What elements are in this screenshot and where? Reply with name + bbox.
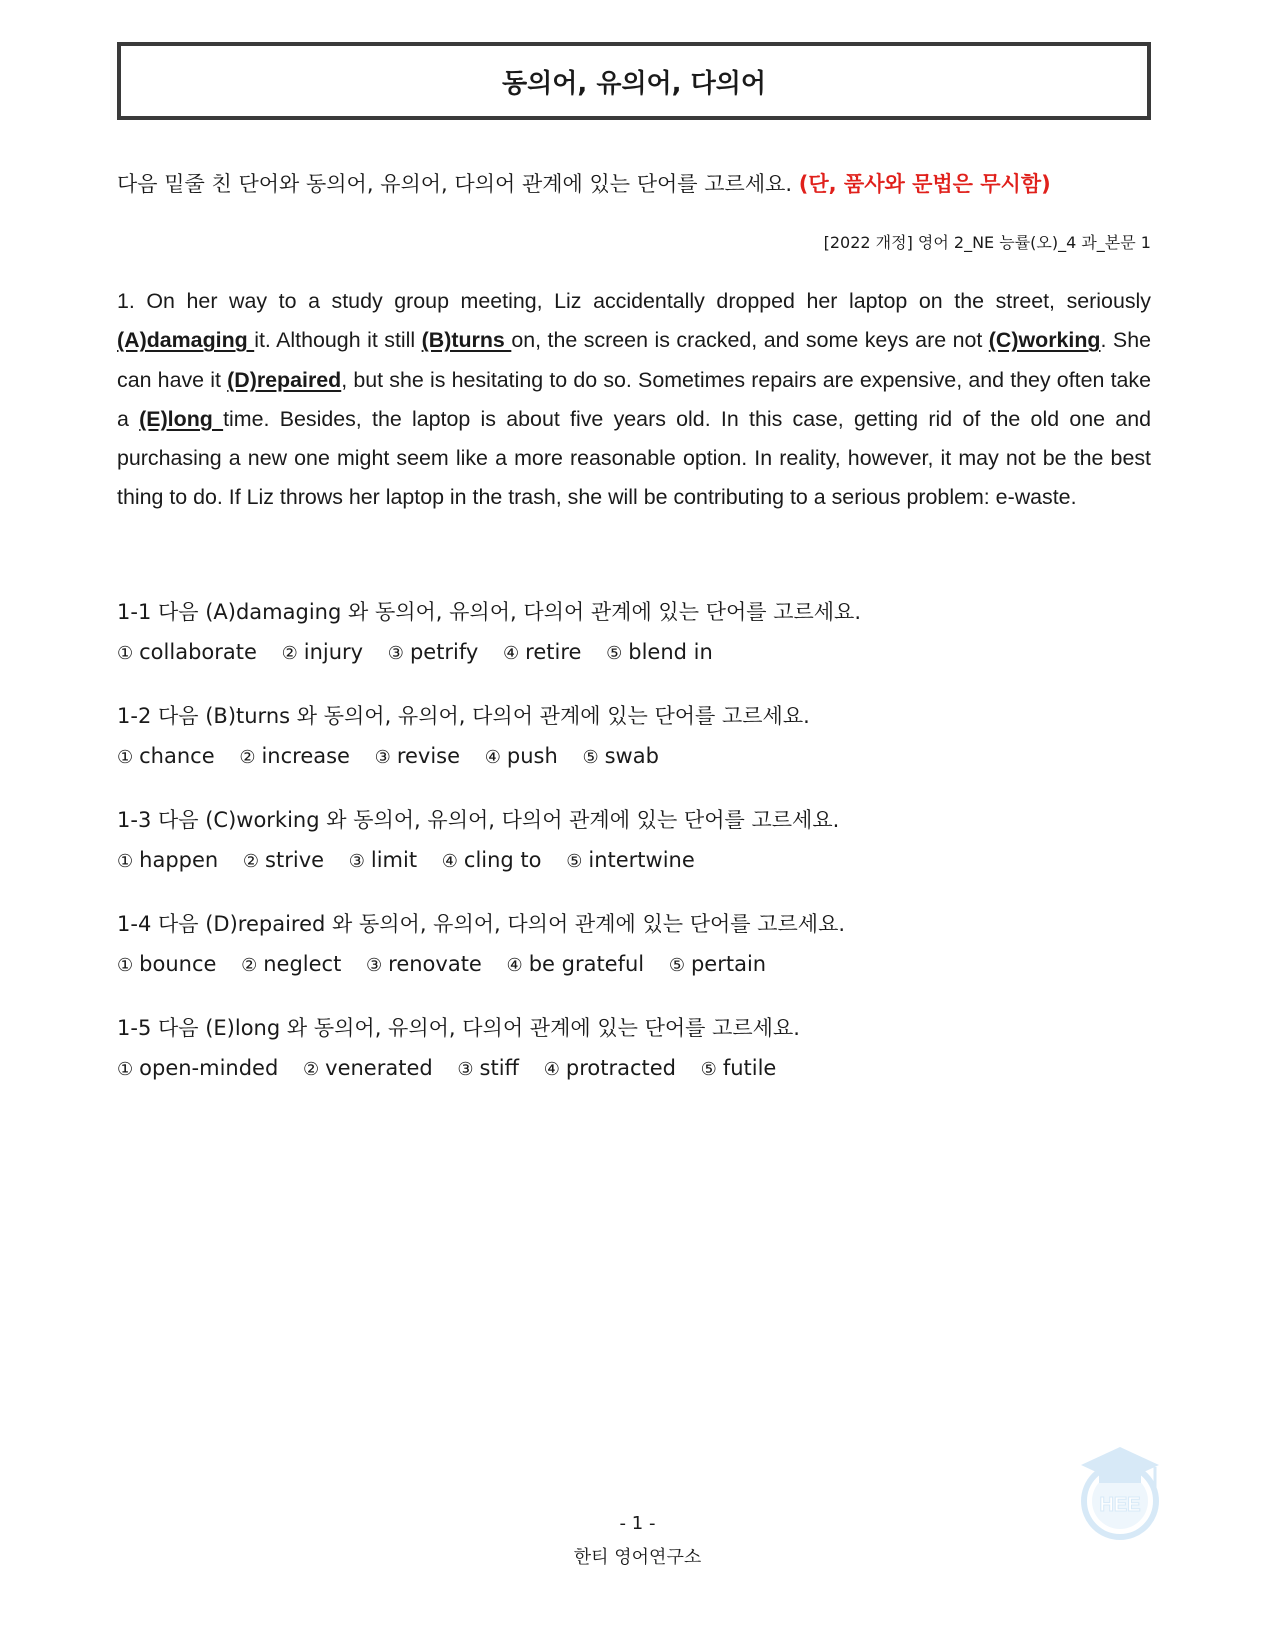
option-4[interactable]: ④ protracted	[543, 1056, 676, 1080]
underlined-word-b: (B)turns	[421, 328, 512, 353]
option-2[interactable]: ② strive	[242, 848, 325, 872]
option-4[interactable]: ④ cling to	[441, 848, 542, 872]
options-1-4	[117, 952, 784, 976]
instruction-note: (단, 품사와 문법은 무시함)	[798, 172, 1051, 196]
underlined-word-e: (E)long	[139, 406, 224, 431]
option-5[interactable]: ⑤ swab	[582, 744, 659, 768]
option-2[interactable]: ② increase	[239, 744, 350, 768]
question-1-5: 1-5 다음 (E)long 와 동의어, 유의어, 다의어 관계에 있는 단어를 고르세요.	[117, 1016, 800, 1040]
option-1[interactable]: ① open-minded	[117, 1056, 279, 1080]
passage-text: on, the screen is cracked, and some keys are not	[511, 328, 989, 353]
option-5[interactable]: ⑤ blend in	[606, 640, 713, 664]
logo-text: HEE	[1099, 1494, 1141, 1516]
option-1[interactable]: ① collaborate	[117, 640, 257, 664]
option-3[interactable]: ③ renovate	[366, 952, 482, 976]
underlined-word-d: (D)repaired	[227, 367, 342, 392]
footer-text: 한티 영어연구소	[573, 1547, 702, 1568]
option-1[interactable]: ① bounce	[117, 952, 217, 976]
options-1-2	[117, 744, 677, 768]
instruction-text: 다음 밑줄 친 단어와 동의어, 유의어, 다의어 관계에 있는 단어를 고르세요.	[117, 172, 799, 196]
option-2[interactable]: ② injury	[281, 640, 364, 664]
passage-text: it. Although it still	[254, 328, 422, 353]
option-3[interactable]: ③ stiff	[457, 1056, 520, 1080]
option-1[interactable]: ① chance	[117, 744, 215, 768]
underlined-word-a: (A)damaging	[117, 328, 255, 353]
question-1-1: 1-1 다음 (A)damaging 와 동의어, 유의어, 다의어 관계에 있는 단어를 고르세요.	[117, 600, 862, 624]
option-3[interactable]: ③ limit	[348, 848, 418, 872]
option-4[interactable]: ④ retire	[503, 640, 582, 664]
option-1[interactable]: ① happen	[117, 848, 219, 872]
reading-passage	[117, 282, 1151, 518]
title-text: 동의어, 유의어, 다의어	[502, 68, 766, 99]
options-1-3	[117, 848, 713, 872]
option-3[interactable]: ③ revise	[374, 744, 461, 768]
question-1-3: 1-3 다음 (C)working 와 동의어, 유의어, 다의어 관계에 있는 단어를 고르세요.	[117, 808, 840, 832]
option-4[interactable]: ④ push	[484, 744, 558, 768]
passage-text: time. Besides, the laptop is about five years old. In this case, getting rid of the old one and purchasing a new one might seem like a more reasonable option. In reality, however, it may not be the best thing to do. If Liz throws her laptop in the trash, she will be contributing to a serious problem: e-waste.	[117, 406, 1151, 510]
underlined-word-c: (C)working	[988, 328, 1101, 353]
page-title	[117, 42, 1151, 120]
page-number: - 1 -	[619, 1513, 656, 1534]
option-5[interactable]: ⑤ futile	[700, 1056, 777, 1080]
passage-text: 1. On her way to a study group meeting, Liz accidentally dropped her laptop on the street, seriously	[117, 289, 1151, 313]
option-5[interactable]: ⑤ intertwine	[566, 848, 695, 872]
question-1-2: 1-2 다음 (B)turns 와 동의어, 유의어, 다의어 관계에 있는 단어를 고르세요.	[117, 704, 810, 728]
question-1-4: 1-4 다음 (D)repaired 와 동의어, 유의어, 다의어 관계에 있는 단어를 고르세요.	[117, 912, 846, 936]
option-4[interactable]: ④ be grateful	[506, 952, 645, 976]
option-2[interactable]: ② venerated	[303, 1056, 433, 1080]
passage-text: . She can have it	[117, 328, 1151, 392]
options-1-1	[117, 640, 731, 664]
instruction	[117, 168, 1051, 198]
source-reference: [2022 개정] 영어 2_NE 능률(오)_4 과_본문 1	[823, 233, 1151, 252]
option-5[interactable]: ⑤ pertain	[668, 952, 767, 976]
options-1-5	[117, 1056, 794, 1080]
passage-text: , but she is hesitating to do so. Sometimes repairs are expensive, and they often take a	[117, 367, 1151, 431]
option-3[interactable]: ③ petrify	[387, 640, 479, 664]
option-2[interactable]: ② neglect	[241, 952, 342, 976]
